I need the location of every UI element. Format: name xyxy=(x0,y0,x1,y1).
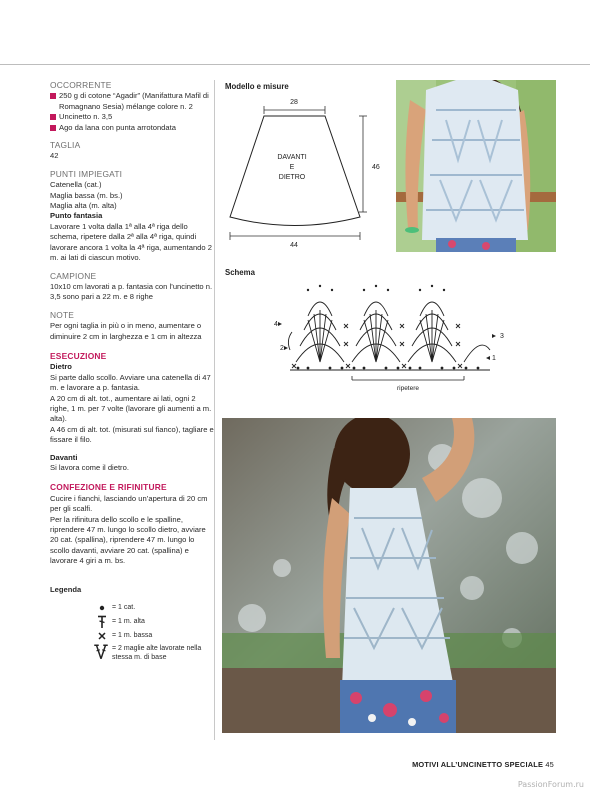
legend-row: = 1 m. alta xyxy=(50,615,215,629)
column-divider xyxy=(214,80,215,740)
piece-label-2: E xyxy=(289,164,295,171)
legend-row: = 2 maglie alte lavorate nella stessa m. di base xyxy=(50,643,215,669)
punti-title: PUNTI IMPIEGATI xyxy=(50,168,123,179)
photo-illustration xyxy=(222,418,556,733)
modello-title: Modello e misure xyxy=(225,82,289,91)
skirt-piece-outline xyxy=(230,116,360,226)
davanti-title: Davanti xyxy=(50,452,78,462)
t-symbol-icon xyxy=(94,615,110,629)
legenda-title: Legenda xyxy=(50,584,82,594)
dietro-title: Dietro xyxy=(50,362,72,372)
campione-text: 10x10 cm lavorati a p. fantasia con l’uncinetto n. 3,5 sono pari a 22 m. e 8 righe xyxy=(50,281,213,302)
punti-line: Catenella (cat.) xyxy=(50,180,102,190)
top-measure-label: 28 xyxy=(290,99,298,106)
taglia-value: 42 xyxy=(50,151,59,161)
bullet-square-icon xyxy=(50,114,56,120)
fan-motif-1 xyxy=(296,302,344,362)
fantasia-text: Lavorare 1 volta dalla 1ª alla 4ª riga dello schema, ripetere dalla 2ª alla 4ª riga, quindi lavorare ancora 1 volta la 4ª riga, aumentando 2 m. ai lati di ciascun motivo. xyxy=(50,221,212,263)
davanti-text: Si lavora come il dietro. xyxy=(50,463,129,472)
bullet-square-icon xyxy=(50,125,56,131)
piece-label-1: DAVANTI xyxy=(277,154,307,161)
instructions-column xyxy=(50,80,215,669)
fantasia-title: Punto fantasia xyxy=(50,211,103,221)
schema-title: Schema xyxy=(225,268,255,277)
magazine-name: MOTIVI ALL’UNCINETTO SPECIALE xyxy=(412,760,544,769)
dot-symbol-icon xyxy=(94,601,110,615)
pattern-shape-diagram xyxy=(222,94,392,254)
legend-row: = 1 cat. xyxy=(50,601,215,615)
confezione-title: CONFEZIONE E RIFINITURE xyxy=(50,482,167,493)
confezione-text: Per la rifinitura dello scollo e le spalline, riprendere 47 m. lungo lo scollo dietro, avviare 20 cat. (spallina), riprendere 47 m. lungo lo scollo davanti, avviare 20 cat. (spallina) e lavorare 4 giri a m. bs. xyxy=(50,514,206,566)
bullet-square-icon xyxy=(50,93,56,99)
row-label-1: 1 xyxy=(492,355,496,362)
punti-line: Maglia alta (m. alta) xyxy=(50,201,117,211)
dietro-text: Si parte dallo scollo. Avviare una catenella di 47 m. e lavorare a p. fantasia. xyxy=(50,372,211,393)
dietro-text: A 20 cm di alt. tot., aumentare ai lati, ogni 2 righe, 1 m. per 7 volte (lavorare gli aumenti a m. alta). xyxy=(50,393,212,424)
row-label-3: 3 xyxy=(500,333,504,340)
taglia-title: TAGLIA xyxy=(50,140,81,151)
fan-motif-3 xyxy=(408,302,456,362)
model-photo-back xyxy=(222,418,556,733)
photo-illustration xyxy=(396,80,556,252)
occorrente-item: Ago da lana con punta arrotondata xyxy=(50,123,215,133)
watermark-text: PassionForum.ru xyxy=(517,780,584,789)
note-text: Per ogni taglia in più o in meno, aumentare o diminuire 2 cm in larghezza e 1 cm in altezza xyxy=(50,321,202,341)
bottom-measure-label: 44 xyxy=(290,242,298,249)
page-number: 45 xyxy=(545,760,554,769)
occorrente-item: 250 g di cotone “Agadir” (Manifattura Mafil di Romagnano Sesia) mélange colore n. 2 xyxy=(50,91,215,112)
row-label-2: 2 xyxy=(280,345,284,352)
repeat-label: ripetere xyxy=(396,385,420,392)
dietro-text: A 46 cm di alt. tot. (misurati sul fianco), tagliare e fissare il filo. xyxy=(50,424,214,445)
row-arrows xyxy=(278,322,496,360)
model-photo-top xyxy=(396,80,556,252)
confezione-text: Cucire i fianchi, lasciando un’apertura di 20 cm per gli scalfi. xyxy=(50,493,208,514)
legend-row: = 1 m. bassa xyxy=(50,629,215,643)
top-rule xyxy=(0,64,590,65)
punti-line: Maglia bassa (m. bs.) xyxy=(50,190,123,200)
row-label-4: 4 xyxy=(274,321,278,328)
side-measure-label: 46 xyxy=(372,164,380,171)
x-symbol-icon xyxy=(94,629,110,643)
v-symbol-icon xyxy=(92,643,110,661)
fan-motif-2 xyxy=(352,302,400,362)
crochet-chart xyxy=(268,280,508,396)
occorrente-item: Uncinetto n. 3,5 xyxy=(50,112,215,122)
campione-title: CAMPIONE xyxy=(50,270,97,281)
note-title: NOTE xyxy=(50,309,75,320)
page-footer xyxy=(412,760,554,769)
occorrente-title: OCCORRENTE xyxy=(50,80,112,90)
esecuzione-title: ESECUZIONE xyxy=(50,350,107,361)
piece-label-3: DIETRO xyxy=(278,174,306,181)
